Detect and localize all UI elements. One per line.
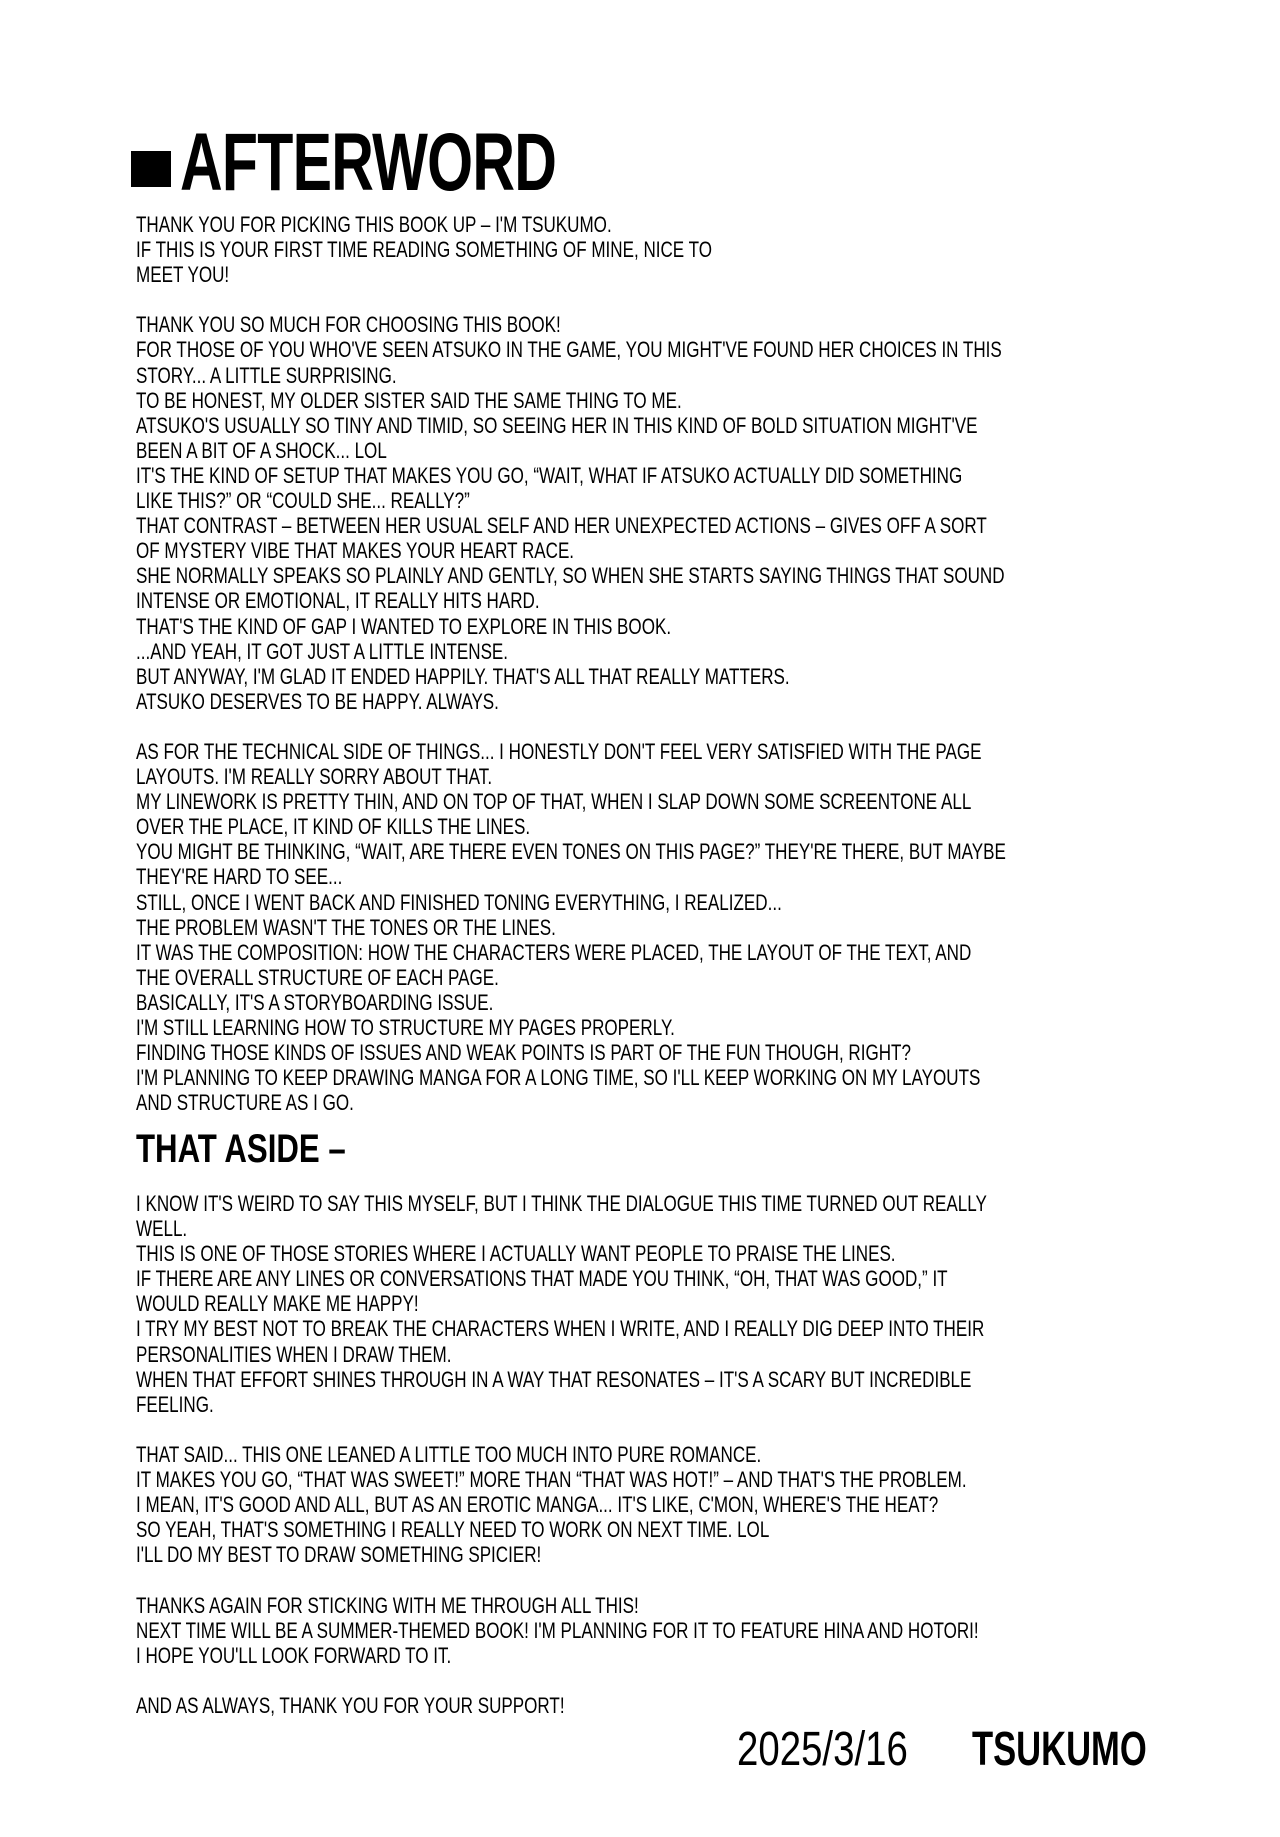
- text-line: THAT CONTRAST – BETWEEN HER USUAL SELF AND HER UNEXPECTED ACTIONS – GIVES OFF A SORT: [136, 513, 987, 539]
- text-line: SO YEAH, THAT'S SOMETHING I REALLY NEED TO WORK ON NEXT TIME. LOL: [136, 1517, 770, 1543]
- text-line: FEELING.: [136, 1391, 214, 1417]
- text-line: I'LL DO MY BEST TO DRAW SOMETHING SPICIER!: [136, 1542, 542, 1568]
- text-line: INTENSE OR EMOTIONAL, IT REALLY HITS HARD.: [136, 588, 540, 614]
- text-line: AS FOR THE TECHNICAL SIDE OF THINGS... I HONESTLY DON'T FEEL VERY SATISFIED WITH THE PAGE: [136, 738, 982, 764]
- text-line: WHEN THAT EFFORT SHINES THROUGH IN A WAY THAT RESONATES – IT'S A SCARY BUT INCREDIBLE: [136, 1366, 972, 1392]
- text-line: THANK YOU SO MUCH FOR CHOOSING THIS BOOK!: [136, 312, 561, 338]
- blank-line: [136, 714, 1006, 739]
- text-line: I HOPE YOU'LL LOOK FORWARD TO IT.: [136, 1642, 452, 1668]
- signature-author: TSUKUMO: [972, 1723, 1147, 1776]
- signature-date: 2025/3/16: [737, 1723, 908, 1776]
- text-line: BUT ANYWAY, I'M GLAD IT ENDED HAPPILY. THAT'S ALL THAT REALLY MATTERS.: [136, 663, 790, 689]
- text-line: BASICALLY, IT'S A STORYBOARDING ISSUE.: [136, 989, 494, 1015]
- text-line: AND STRUCTURE AS I GO.: [136, 1090, 354, 1116]
- text-line: WELL.: [136, 1216, 188, 1242]
- text-line: I KNOW IT'S WEIRD TO SAY THIS MYSELF, BUT I THINK THE DIALOGUE THIS TIME TURNED OUT REALLY: [136, 1191, 987, 1216]
- text-line: THEY'RE HARD TO SEE...: [136, 864, 343, 890]
- text-line: I TRY MY BEST NOT TO BREAK THE CHARACTERS WHEN I WRITE, AND I REALLY DIG DEEP INTO THEIR: [136, 1316, 985, 1342]
- text-line: THANK YOU FOR PICKING THIS BOOK UP – I'M TSUKUMO.: [136, 212, 612, 237]
- text-line: NEXT TIME WILL BE A SUMMER-THEMED BOOK! I'M PLANNING FOR IT TO FEATURE HINA AND HOTORI!: [136, 1617, 979, 1643]
- text-line: FOR THOSE OF YOU WHO'VE SEEN ATSUKO IN THE GAME, YOU MIGHT'VE FOUND HER CHOICES IN THIS: [136, 337, 1002, 363]
- text-line: THANKS AGAIN FOR STICKING WITH ME THROUGH ALL THIS!: [136, 1592, 639, 1618]
- text-line: PERSONALITIES WHEN I DRAW THEM.: [136, 1341, 452, 1367]
- text-line: THE PROBLEM WASN'T THE TONES OR THE LINES.: [136, 914, 556, 940]
- blank-line: [136, 1417, 987, 1442]
- text-line: WOULD REALLY MAKE ME HAPPY!: [136, 1291, 419, 1317]
- text-line: STILL, ONCE I WENT BACK AND FINISHED TONING EVERYTHING, I REALIZED...: [136, 889, 782, 915]
- text-line: TO BE HONEST, MY OLDER SISTER SAID THE SAME THING TO ME.: [136, 387, 682, 413]
- text-line: I'M STILL LEARNING HOW TO STRUCTURE MY PAGES PROPERLY.: [136, 1015, 675, 1040]
- section-heading: THAT ASIDE –: [136, 1127, 346, 1171]
- text-line: THAT SAID... THIS ONE LEANED A LITTLE TOO MUCH INTO PURE ROMANCE.: [136, 1441, 762, 1467]
- text-line: ATSUKO'S USUALLY SO TINY AND TIMID, SO SEEING HER IN THIS KIND OF BOLD SITUATION MIGHT'VE: [136, 412, 978, 438]
- text-line: YOU MIGHT BE THINKING, “WAIT, ARE THERE EVEN TONES ON THIS PAGE?” THEY'RE THERE, BUT MAYBE: [136, 839, 1006, 865]
- text-line: MY LINEWORK IS PRETTY THIN, AND ON TOP OF THAT, WHEN I SLAP DOWN SOME SCREENTONE ALL: [136, 789, 972, 815]
- title-square-bullet-icon: [131, 151, 171, 187]
- text-line: THIS IS ONE OF THOSE STORIES WHERE I ACTUALLY WANT PEOPLE TO PRAISE THE LINES.: [136, 1241, 896, 1267]
- afterword-section-1: [136, 212, 1258, 1115]
- text-line: IT WAS THE COMPOSITION: HOW THE CHARACTERS WERE PLACED, THE LAYOUT OF THE TEXT, AND: [136, 939, 972, 965]
- text-line: ATSUKO DESERVES TO BE HAPPY. ALWAYS.: [136, 688, 499, 714]
- text-line: AND AS ALWAYS, THANK YOU FOR YOUR SUPPORT!: [136, 1692, 565, 1718]
- blank-line: [136, 287, 1006, 312]
- text-line: LIKE THIS?” OR “COULD SHE... REALLY?”: [136, 488, 470, 514]
- text-line: I MEAN, IT'S GOOD AND ALL, BUT AS AN EROTIC MANGA... IT'S LIKE, C'MON, WHERE'S THE HEAT?: [136, 1492, 939, 1518]
- text-line: OF MYSTERY VIBE THAT MAKES YOUR HEART RACE.: [136, 538, 575, 564]
- text-line: IT'S THE KIND OF SETUP THAT MAKES YOU GO, “WAIT, WHAT IF ATSUKO ACTUALLY DID SOMETHING: [136, 462, 963, 488]
- text-line: FINDING THOSE KINDS OF ISSUES AND WEAK POINTS IS PART OF THE FUN THOUGH, RIGHT?: [136, 1040, 911, 1066]
- blank-line: [136, 1567, 987, 1592]
- text-line: THAT'S THE KIND OF GAP I WANTED TO EXPLORE IN THIS BOOK.: [136, 613, 672, 639]
- page-title: AFTERWORD: [180, 117, 557, 208]
- blank-line: [136, 1668, 987, 1693]
- text-line: IF THERE ARE ANY LINES OR CONVERSATIONS THAT MADE YOU THINK, “OH, THAT WAS GOOD,” IT: [136, 1266, 948, 1292]
- text-line: OVER THE PLACE, IT KIND OF KILLS THE LINES.: [136, 814, 531, 840]
- text-line: IT MAKES YOU GO, “THAT WAS SWEET!” MORE THAN “THAT WAS HOT!” – AND THAT'S THE PROBLEM.: [136, 1467, 967, 1493]
- text-line: BEEN A BIT OF A SHOCK... LOL: [136, 437, 387, 463]
- text-line: MEET YOU!: [136, 262, 230, 288]
- text-line: ...AND YEAH, IT GOT JUST A LITTLE INTENSE.: [136, 638, 509, 664]
- text-line: I'M PLANNING TO KEEP DRAWING MANGA FOR A LONG TIME, SO I'LL KEEP WORKING ON MY LAYOUTS: [136, 1065, 981, 1091]
- text-line: LAYOUTS. I'M REALLY SORRY ABOUT THAT.: [136, 764, 493, 790]
- text-line: STORY... A LITTLE SURPRISING.: [136, 362, 397, 388]
- text-line: IF THIS IS YOUR FIRST TIME READING SOMETHING OF MINE, NICE TO: [136, 237, 712, 263]
- text-line: THE OVERALL STRUCTURE OF EACH PAGE.: [136, 964, 499, 990]
- text-line: SHE NORMALLY SPEAKS SO PLAINLY AND GENTLY, SO WHEN SHE STARTS SAYING THINGS THAT SOUND: [136, 563, 1005, 589]
- afterword-section-2: [136, 1191, 1234, 1718]
